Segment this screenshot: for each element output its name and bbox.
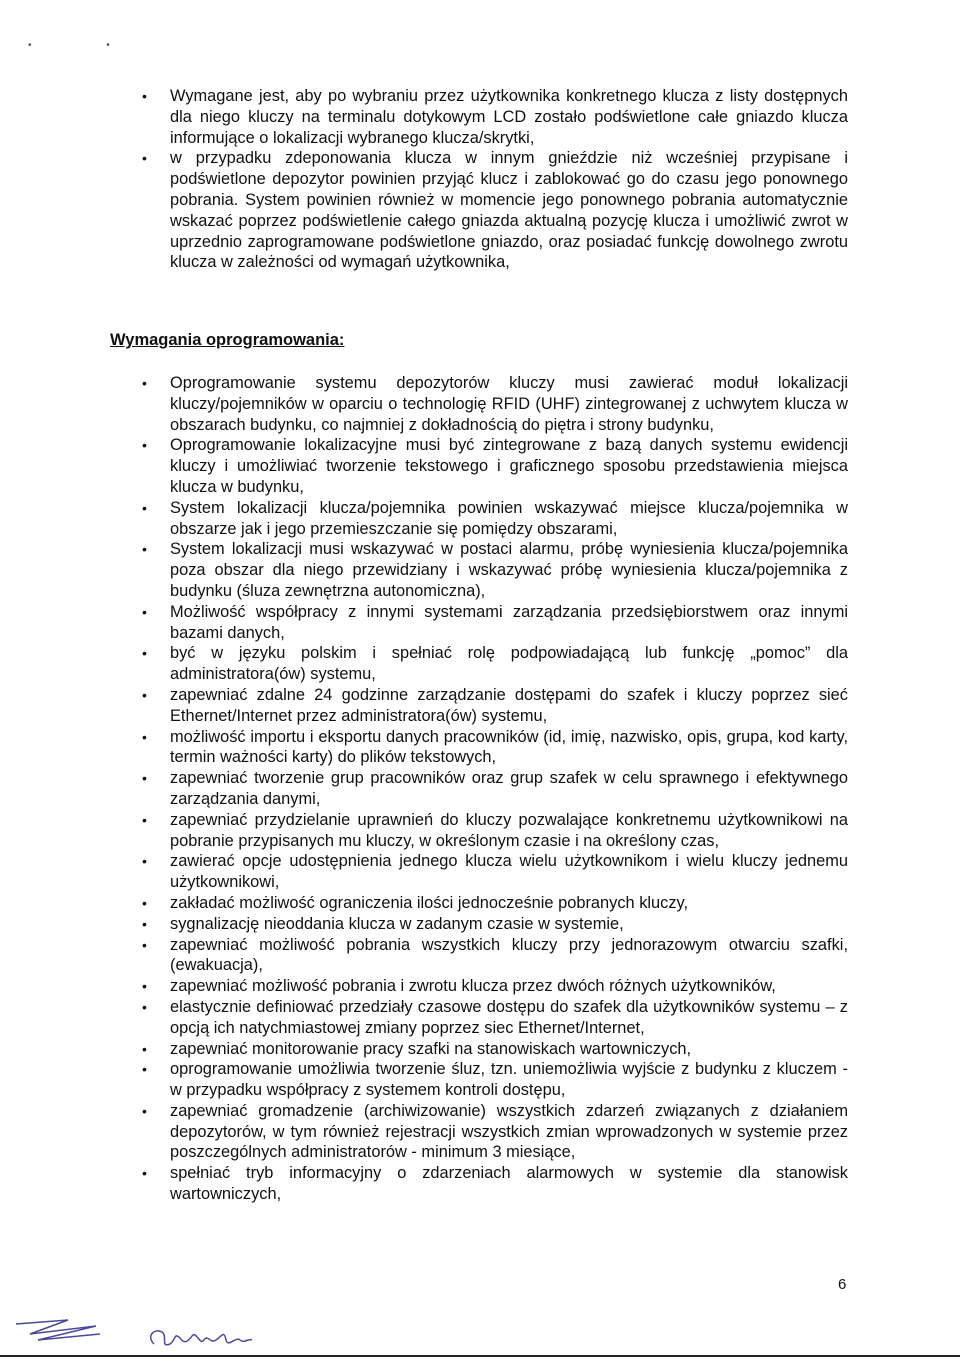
list-item: • sygnalizację nieoddania klucza w zadanym czasie w systemie, — [110, 914, 848, 935]
list-item: • oprogramowanie umożliwia tworzenie śluz, tzn. uniemożliwia wyjście z budynku z kluczem - w przypadku współpracy z systemem kontroli dostępu, — [110, 1059, 848, 1101]
list-item: • możliwość importu i eksportu danych pracowników (id, imię, nazwisko, opis, grupa, kod karty, termin ważności karty) do plików tekstowych, — [110, 727, 848, 769]
list-item: • elastycznie definiować przedziały czasowe dostępu do szafek dla użytkowników systemu – z opcją ich natychmiastowej zmiany poprzez siec Ethernet/Internet, — [110, 997, 848, 1039]
list-item: • zakładać możliwość ograniczenia ilości jednocześnie pobranych kluczy, — [110, 893, 848, 914]
list-item: • System lokalizacji klucza/pojemnika powinien wskazywać miejsce klucza/pojemnika w obszarze jak i jego przemieszczanie się pomiędzy obszarami, — [110, 498, 848, 540]
scan-artifact: • • — [28, 40, 146, 51]
list-item: • zawierać opcje udostępnienia jednego klucza wielu użytkownikom i wielu kluczy jednemu użytkownikowi, — [110, 851, 848, 893]
list-item: • Wymagane jest, aby po wybraniu przez użytkownika konkretnego klucza z listy dostępnych dla niego kluczy na terminalu dotykowym LCD zostało podświetlone całe gniazdo klucza informujące o lokalizacji wybranego klucza/skrytki, — [110, 86, 848, 148]
section-heading: Wymagania oprogramowania: — [110, 331, 345, 349]
list-item: • zapewniać przydzielanie uprawnień do kluczy pozwalające konkretnemu użytkownikowi na pobranie przypisanych mu kluczy, w określonym czasie i na określony czas, — [110, 810, 848, 852]
list-item: • Możliwość współpracy z innymi systemami zarządzania przedsiębiorstwem oraz innymi bazami danych, — [110, 602, 848, 644]
list-item: • zapewniać możliwość pobrania i zwrotu klucza przez dwóch różnych użytkowników, — [110, 976, 848, 997]
page-number: 6 — [838, 1276, 847, 1293]
list-item: • zapewniać monitorowanie pracy szafki na stanowiskach wartowniczych, — [110, 1039, 848, 1060]
list-item: • zapewniać zdalne 24 godzinne zarządzanie dostępami do szafek i kluczy poprzez sieć Ethernet/Internet przez administratora(ów) systemu, — [110, 685, 848, 727]
signature-initials — [8, 1310, 108, 1350]
list-item: • System lokalizacji musi wskazywać w postaci alarmu, próbę wyniesienia klucza/pojemnika poza obszar dla niego przewidziany i wskazywać próbę wyniesienia klucza/pojemnika z budynku (śluza zewnętrzna autonomiczna), — [110, 539, 848, 601]
top-bullet-list — [110, 86, 848, 273]
list-item: • Oprogramowanie systemu depozytorów kluczy musi zawierać moduł lokalizacji kluczy/pojemników w oparciu o technologię RFID (UHF) zintegrowanej z uchwytem klucza w obszarach budynku, co najmniej z dokładnością do piętra i strony budynku, — [110, 373, 848, 435]
list-item: • być w języku polskim i spełniać rolę podpowiadającą lub funkcję „pomoc” dla administratora(ów) systemu, — [110, 643, 848, 685]
list-item: • spełniać tryb informacyjny o zdarzeniach alarmowych w systemie dla stanowisk wartowniczych, — [110, 1163, 848, 1205]
list-item: • zapewniać możliwość pobrania wszystkich kluczy przy jednorazowym otwarciu szafki,(ewakuacja), — [110, 935, 848, 977]
list-item: • w przypadku zdeponowania klucza w innym gnieździe niż wcześniej przypisane i podświetlone depozytor powinien przyjąć klucz i zablokować go do czasu jego ponownego pobrania. System powinien również w momencie jego ponownego pobrania automatycznie wskazać poprzez podświetlenie całego gniazda aktualną pozycję klucza i umożliwić zwrot w uprzednio zaprogramowane podświetlone gniazdo, oraz posiadać funkcję dowolnego zwrotu klucza w zależności od wymagań użytkownika, — [110, 148, 848, 273]
list-item: • zapewniać tworzenie grup pracowników oraz grup szafek w celu sprawnego i efektywnego zarządzania danymi, — [110, 768, 848, 810]
list-item: • zapewniać gromadzenie (archiwizowanie) wszystkich zdarzeń związanych z działaniem depozytorów, w tym również rejestracji wszystkich zmian wprowadzonych w systemie przez poszczególnych administratorów - minimum 3 miesiące, — [110, 1101, 848, 1163]
signature — [140, 1318, 260, 1358]
footer-rule — [0, 1355, 960, 1357]
software-requirements-list — [110, 373, 848, 1205]
list-item: • Oprogramowanie lokalizacyjne musi być zintegrowane z bazą danych systemu ewidencji kluczy i umożliwiać tworzenie tekstowego i graficznego sposobu przedstawienia miejsca klucza w budynku, — [110, 435, 848, 497]
